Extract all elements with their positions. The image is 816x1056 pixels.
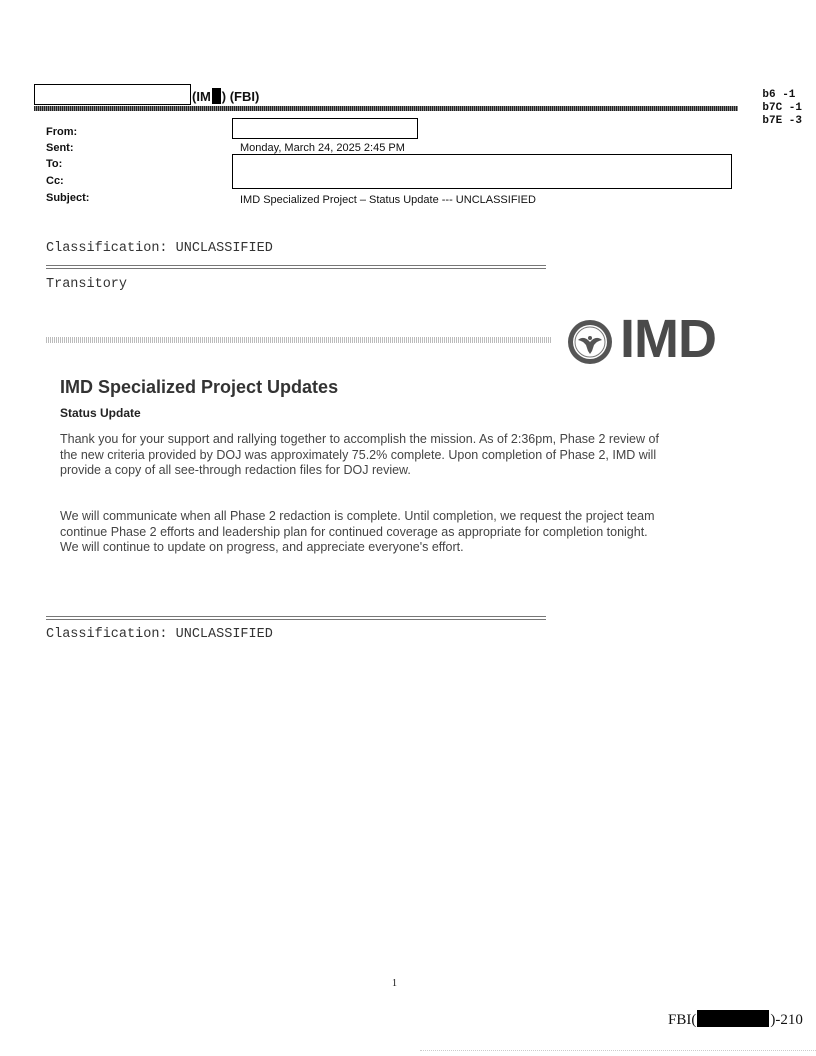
- classification-bottom: Classification: UNCLASSIFIED: [46, 627, 273, 642]
- exemption-codes: [762, 89, 802, 128]
- footer-rule: [420, 1050, 816, 1052]
- subject-label: Subject:: [46, 192, 90, 204]
- exemption-code: b6 -1: [762, 89, 796, 101]
- sent-label: Sent:: [46, 142, 74, 154]
- redaction-box-to: [232, 154, 732, 189]
- seal-icon: [566, 318, 614, 366]
- sender-header: [192, 88, 259, 104]
- sender-suffix: ) (FBI): [221, 89, 260, 104]
- body-paragraph: Thank you for your support and rallying together to accomplish the mission. As of 2:36pm, Phase 2 review of the new criteria provided by DOJ was approximately 75.2% complete. Upon completion of Phase 2, IMD will provide a copy of all see-through redaction files for DOJ review.: [60, 432, 659, 477]
- header-rule: [34, 106, 738, 111]
- classification-top: Classification: UNCLASSIFIED: [46, 241, 273, 256]
- double-rule-bottom: [46, 616, 546, 620]
- imd-logo: IMD: [620, 309, 716, 369]
- bates-number: [668, 1010, 803, 1029]
- redaction-box-from: [232, 118, 418, 139]
- sender-prefix: (IM: [192, 89, 211, 104]
- cc-label: Cc:: [46, 175, 64, 187]
- banner-rule: [46, 337, 551, 343]
- redaction-block-bates: [697, 1010, 769, 1027]
- body-paragraph: We will communicate when all Phase 2 redaction is complete. Until completion, we request the project team continue Phase 2 efforts and leadership plan for continued coverage as appropriate for completion tonight. We will continue to update on progress, and appreciate everyone's effort.: [60, 509, 655, 554]
- status-subtitle: Status Update: [60, 406, 141, 420]
- sent-value: Monday, March 24, 2025 2:45 PM: [240, 142, 405, 154]
- page-number: 1: [392, 978, 397, 989]
- to-label: To:: [46, 158, 63, 170]
- subject-value: IMD Specialized Project – Status Update --- UNCLASSIFIED: [240, 194, 536, 206]
- redaction-box-sender: [34, 84, 191, 105]
- bates-prefix: FBI(: [668, 1012, 697, 1028]
- exemption-code: b7C -1: [762, 102, 802, 114]
- redaction-block-sender: [212, 88, 221, 104]
- bates-suffix: )-210: [770, 1012, 803, 1028]
- transitory-label: Transitory: [46, 277, 128, 292]
- double-rule-top: [46, 265, 546, 269]
- project-title: IMD Specialized Project Updates: [60, 377, 339, 397]
- exemption-code: b7E -3: [762, 115, 802, 127]
- from-label: From:: [46, 126, 78, 138]
